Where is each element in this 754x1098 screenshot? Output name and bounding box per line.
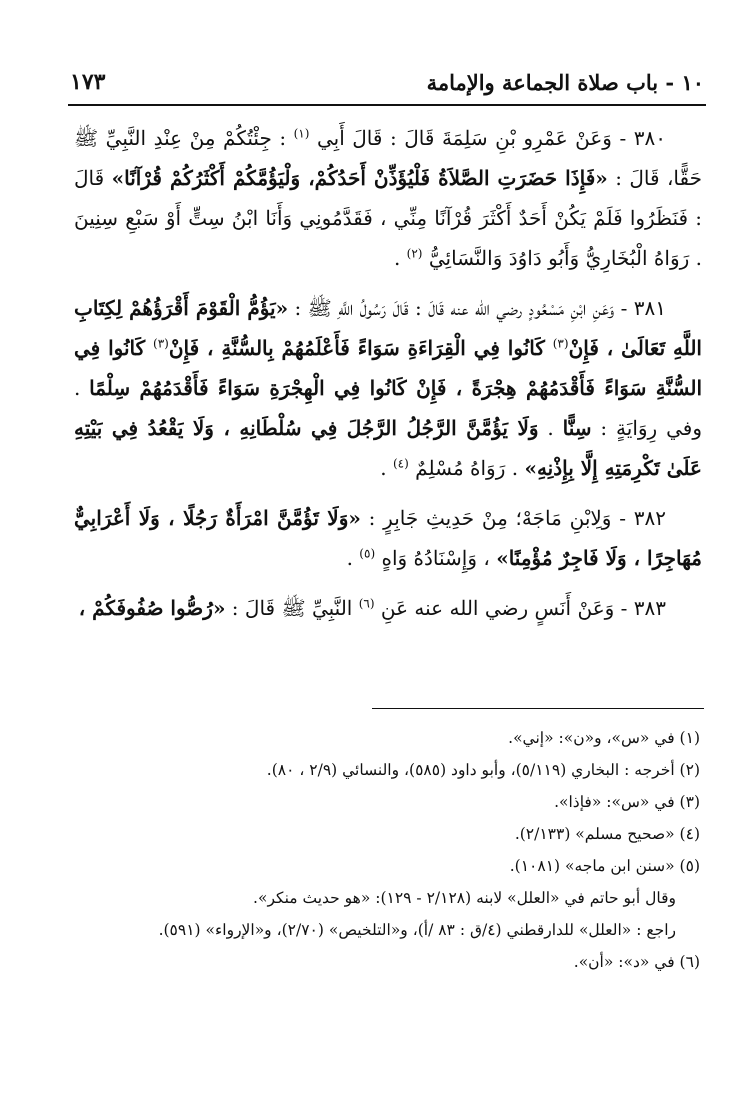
hadith-quote: كَانُوا فِي السُّنَّةِ سَوَاءً فَأَقْدَمُهُمْ هِجْرَةً ، فَإِنْ كَانُوا فِي الْهِجْرَةِ سَوَاءً فَأَقْدَمُهُمْ سِلْمًا	[74, 336, 703, 400]
hadith-quote: «يَؤُمُّ الْقَوْمَ أَقْرَؤُهُمْ لِكِتَابِ اللَّهِ تَعَالَىٰ ، فَإِنْ	[74, 296, 702, 360]
footnote-ref: (٣)	[153, 336, 169, 351]
footnote-1: (١) في «س»، و«ن»: «إني».	[508, 729, 700, 747]
main-text	[74, 118, 702, 638]
hadith-382: ٣٨٢ - وَلِابْنِ مَاجَهْ؛ مِنْ حَدِيثِ جَابِرٍ : «وَلَا تَؤُمَّنَّ امْرَأَةٌ رَجُلًا ، وَلَا أَعْرَابِيٌّ مُهَاجِرًا ، وَلَا فَاجِرٌ مُؤْمِنًا» ، وَإِسْنَادُهُ وَاهٍ $^{(٥)}$ .	[74, 506, 702, 570]
hadith-380: ٣٨٠ - وَعَنْ عَمْرِو بْنِ سَلِمَةَ قَالَ : قَالَ أَبِي $^{(١)}$ : جِئْتُكُمْ مِنْ عِنْدِ النَّبِيِّ ﷺ حَقًّا، قَالَ : «فَإِذَا حَضَرَتِ الصَّلاَةُ فَلْيُؤَذِّنْ أَحَدُكُمْ، وَلْيَؤُمَّكُمْ أَكْثَرُكُمْ قُرْآنًا» قَالَ : فَنَظَرُوا فَلَمْ يَكُنْ أَحَدٌ أَكْثَرَ قُرْآنًا مِنِّي ، فَقَدَّمُونِي وَأَنَا ابْنُ سِتٍّ أَوْ سَبْعِ سِنِينَ . رَوَاهُ الْبُخَارِيُّ وَأَبُو دَاوُدَ وَالنَّسَائِيُّ $^{(٢)}$ .	[74, 126, 702, 270]
footnote-ref: (٢)	[406, 246, 423, 261]
footnote-6: (٦) في «د»: «أن».	[573, 953, 700, 971]
hadith-381: ٣٨١ - وَعَنِ ابْنِ مَسْعُودٍ رضي الله عنه قَالَ : قَالَ رَسُولُ اللَّهِ ﷺ : «يَؤُمُّ الْقَوْمَ أَقْرَؤُهُمْ لِكِتَابِ اللَّهِ تَعَالَىٰ ، فَإِنْ$^{(٣)}$ كَانُوا فِي الْقِرَاءَةِ سَوَاءً فَأَعْلَمُهُمْ بِالسُّنَّةِ ، فَإِنْ$^{(٣)}$ كَانُوا فِي السُّنَّةِ سَوَاءً فَأَقْدَمُهُمْ هِجْرَةً ، فَإِنْ كَانُوا فِي الْهِجْرَةِ سَوَاءً فَأَقْدَمُهُمْ سِلْمًا . وفي رِوَايَةٍ : سِنًّا . وَلَا يَؤُمَّنَّ الرَّجُلُ الرَّجُلَ فِي سُلْطَانِهِ ، وَلَا يَقْعُدُ فِي بَيْتِهِ عَلَىٰ تَكْرِمَتِهِ إِلَّا بِإِذْنِهِ» . رَوَاهُ مُسْلِمٌ $^{(٤)}$ .	[74, 296, 703, 480]
footnote-5: (٥) «سنن ابن ماجه» (١٠٨١).	[509, 857, 700, 875]
hadith-quote: «فَإِذَا حَضَرَتِ الصَّلاَةُ فَلْيُؤَذِّنْ أَحَدُكُمْ، وَلْيَؤُمَّكُمْ أَكْثَرُكُمْ قُرْآنًا»	[111, 166, 608, 190]
footnote-ref: (٤)	[392, 456, 409, 471]
page-header	[70, 62, 704, 102]
footnote-5-reference: راجع : «العلل» للدارقطني (٤/ق : ٨٣ /أ)، و«التلخيص» (٢/٧٠)، و«الإرواء» (٥٩١).	[158, 921, 676, 939]
header-rule	[68, 104, 706, 106]
hadith-quote: «وَلَا تَؤُمَّنَّ امْرَأَةٌ رَجُلًا ، وَلَا أَعْرَابِيٌّ مُهَاجِرًا ، وَلَا فَاجِرٌ مُؤْمِنًا»	[74, 506, 702, 570]
chapter-title: ١٠ - باب صلاة الجماعة والإمامة	[426, 69, 704, 95]
hadith-quote: كَانُوا فِي الْقِرَاءَةِ سَوَاءً فَأَعْلَمُهُمْ بِالسُّنَّةِ ، فَإِنْ	[168, 336, 553, 360]
footnote-ref: (٥)	[359, 546, 376, 561]
footnote-ref: (١)	[293, 126, 310, 141]
footnote-ref: (٦)	[358, 596, 375, 611]
page-number: ١٧٣	[70, 69, 106, 95]
footnote-separator	[372, 708, 704, 709]
footnote-ref: (٣)	[552, 336, 569, 351]
footnote-4: (٤) «صحيح مسلم» (٢/١٣٣).	[514, 825, 700, 843]
hadith-quote: سِنًّا	[562, 416, 592, 440]
hadith-quote: وَلَا يَؤُمَّنَّ الرَّجُلُ الرَّجُلَ فِي سُلْطَانِهِ ، وَلَا يَقْعُدُ فِي بَيْتِهِ عَلَىٰ تَكْرِمَتِهِ إِلَّا بِإِذْنِهِ»	[74, 416, 702, 480]
hadith-383: ٣٨٣ - وَعَنْ أَنَسٍ رضي الله عنه عَنِ $^{(٦)}$ النَّبِيِّ ﷺ قَالَ : «رُصُّوا صُفُوفَكُمْ ،	[78, 596, 666, 620]
hadith-quote: «رُصُّوا صُفُوفَكُمْ ،	[78, 596, 226, 620]
footnote-5-continued: وقال أبو حاتم في «العلل» لابنه (٢/١٢٨ - ١٢٩): «هو حديث منكر».	[253, 889, 676, 907]
footnotes	[74, 722, 700, 978]
footnote-3: (٣) في «س»: «فإذا».	[554, 793, 700, 811]
footnote-2: (٢) أخرجه : البخاري (٥/١١٩)، وأبو داود (٥٨٥)، والنسائي (٢/٩ ، ٨٠).	[266, 761, 700, 779]
